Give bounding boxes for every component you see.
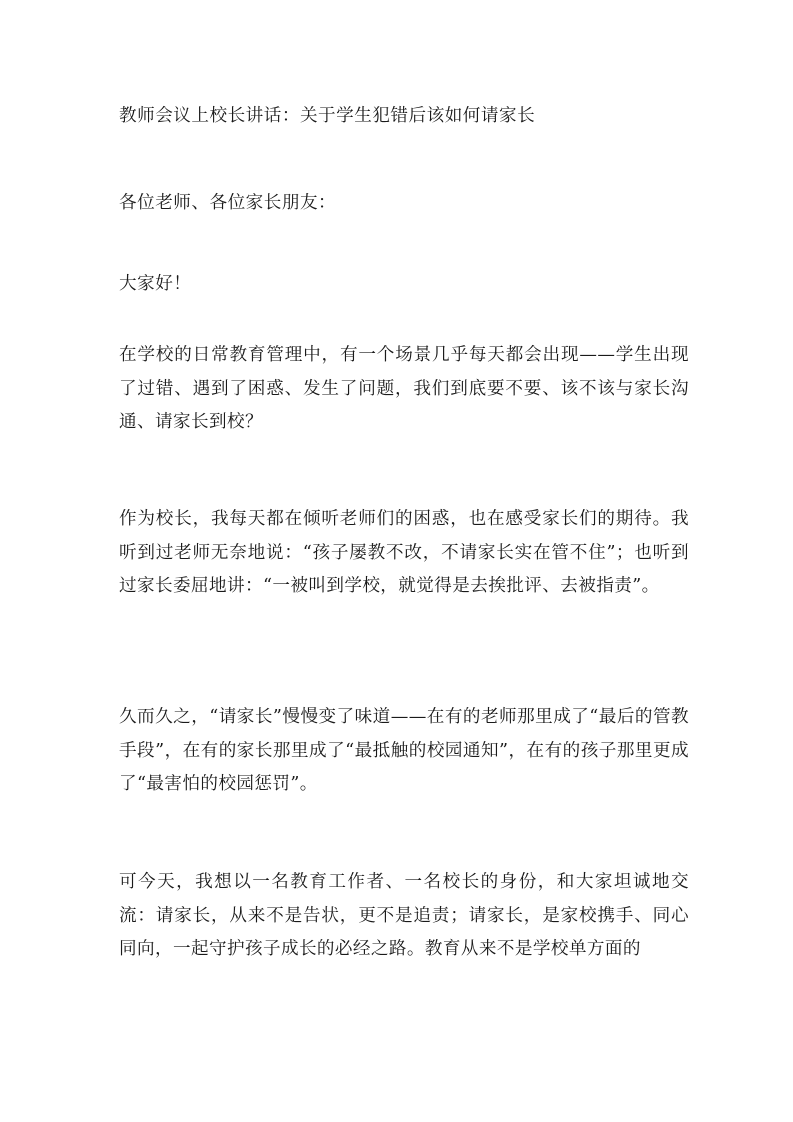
greeting: 大家好！ [119,274,192,294]
salutation: 各位老师、各位家长朋友： [119,193,337,213]
paragraph: 在学校的日常教育管理中，有一个场景几乎每天都会出现——学生出现了过错、遇到了困惑、发生了问题，我们到底要不要、该不该与家长沟通、请家长到校？ [119,345,689,432]
paragraph: 久而久之，“请家长”慢慢变了味道——在有的老师那里成了“最后的管教手段”，在有的家长那里成了“最抵触的校园通知”，在有的孩子那里更成了“最害怕的校园惩罚”。 [119,707,689,794]
paragraph: 作为校长，我每天都在倾听老师们的困惑，也在感受家长们的期待。我听到过老师无奈地说：“孩子屡教不改，不请家长实在管不住”；也听到过家长委屈地讲：“一被叫到学校，就觉得是去挨批评、去被指责”。 [119,509,689,596]
paragraph: 可今天，我想以一名教育工作者、一名校长的身份，和大家坦诚地交流：请家长，从来不是告状，更不是追责；请家长，是家校携手、同心同向，一起守护孩子成长的必经之路。教育从来不是学校单方面的 [119,872,689,959]
document-title: 教师会议上校长讲话：关于学生犯错后该如何请家长 [119,106,536,126]
